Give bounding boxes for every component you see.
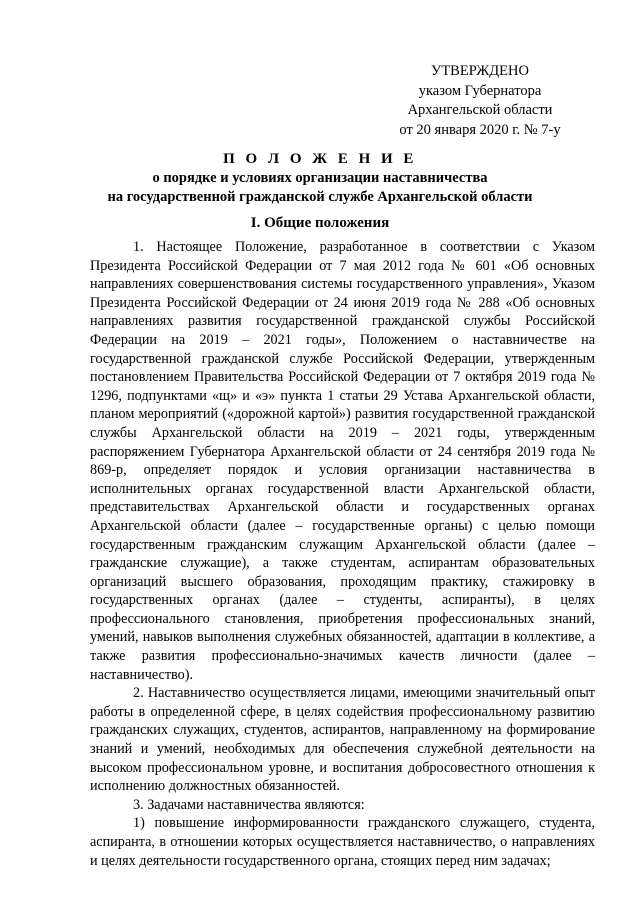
approval-authority: указом Губернатора: [418, 82, 542, 99]
section-heading: I. Общие положения: [250, 215, 390, 231]
document-subtitle-line-1: о порядке и условиях организации наставничества: [152, 170, 488, 186]
document-subtitle-line-2: на государственной гражданской службе Архангельской области: [107, 189, 533, 205]
document-body: [90, 238, 595, 870]
paragraph-3: 3. Задачами наставничества являются:: [133, 796, 365, 813]
approval-stamp: [380, 62, 580, 140]
paragraph-1: 1. Настоящее Положение, разработанное в соответствии с Указом Президента Российской Федерации от 7 мая 2012 года № 601 «Об основных направлениях совершенствования системы государственного управления», Указом Президента Российской Федерации от 24 июня 2019 года № 288 «Об основных направлениях развития государственной гражданской службы Российской Федерации на 2019 – 2021 годы», Положением о наставничестве на государственной гражданской службе Российской Федерации, утвержденным постановлением Правительства Российской Федерации от 7 октября 2019 года № 1296, подпунктами «щ» и «э» пункта 1 статьи 29 Устава Архангельской области, планом мероприятий («дорожной картой») развития государственной гражданской службы Архангельской области на 2019 – 2021 годы, утвержденным распоряжением Губернатора Архангельской области от 24 сентября 2019 года № 869-р, определяет порядок и условия организации наставничества в исполнительных органах государственной власти Архангельской области, представительствах Архангельской области и государственных органах Архангельской области (далее – государственные органы) с целью помощи государственным гражданским служащим Архангельской области (далее – гражданские служащие), а также студентам, аспирантам образовательных организаций высшего образования, проходящим практику, стажировку в государственных органах (далее – студенты, аспиранты), в целях профессионального становления, приобретения профессиональных знаний, умений, навыков выполнения служебных обязанностей, адаптации в коллективе, а также развития профессионально-значимых качеств личности (далее – наставничество).: [90, 239, 595, 683]
approval-status: УТВЕРЖДЕНО: [431, 63, 529, 79]
paragraph-4: 1) повышение информированности гражданского служащего, студента, аспиранта, в отношении которых осуществляется наставничество, о направлениях и целях деятельности государственного органа, стоящих перед ним задачах;: [90, 815, 595, 869]
document-title: [40, 150, 600, 207]
paragraph-2: 2. Наставничество осуществляется лицами, имеющими значительный опыт работы в определенной сфере, в целях содействия профессиональному развитию гражданских служащих, студентов, аспирантов, направленному на формирование знаний и умений, необходимых для обеспечения служебной деятельности на высоком профессиональном уровне, и воспитания добросовестного отношения к исполнению должностных обязанностей.: [90, 685, 595, 795]
document-type-heading: П О Л О Ж Е Н И Е: [223, 151, 417, 167]
approval-region: Архангельской области: [407, 102, 553, 118]
approval-date-number: от 20 января 2020 г. № 7-у: [399, 121, 561, 138]
